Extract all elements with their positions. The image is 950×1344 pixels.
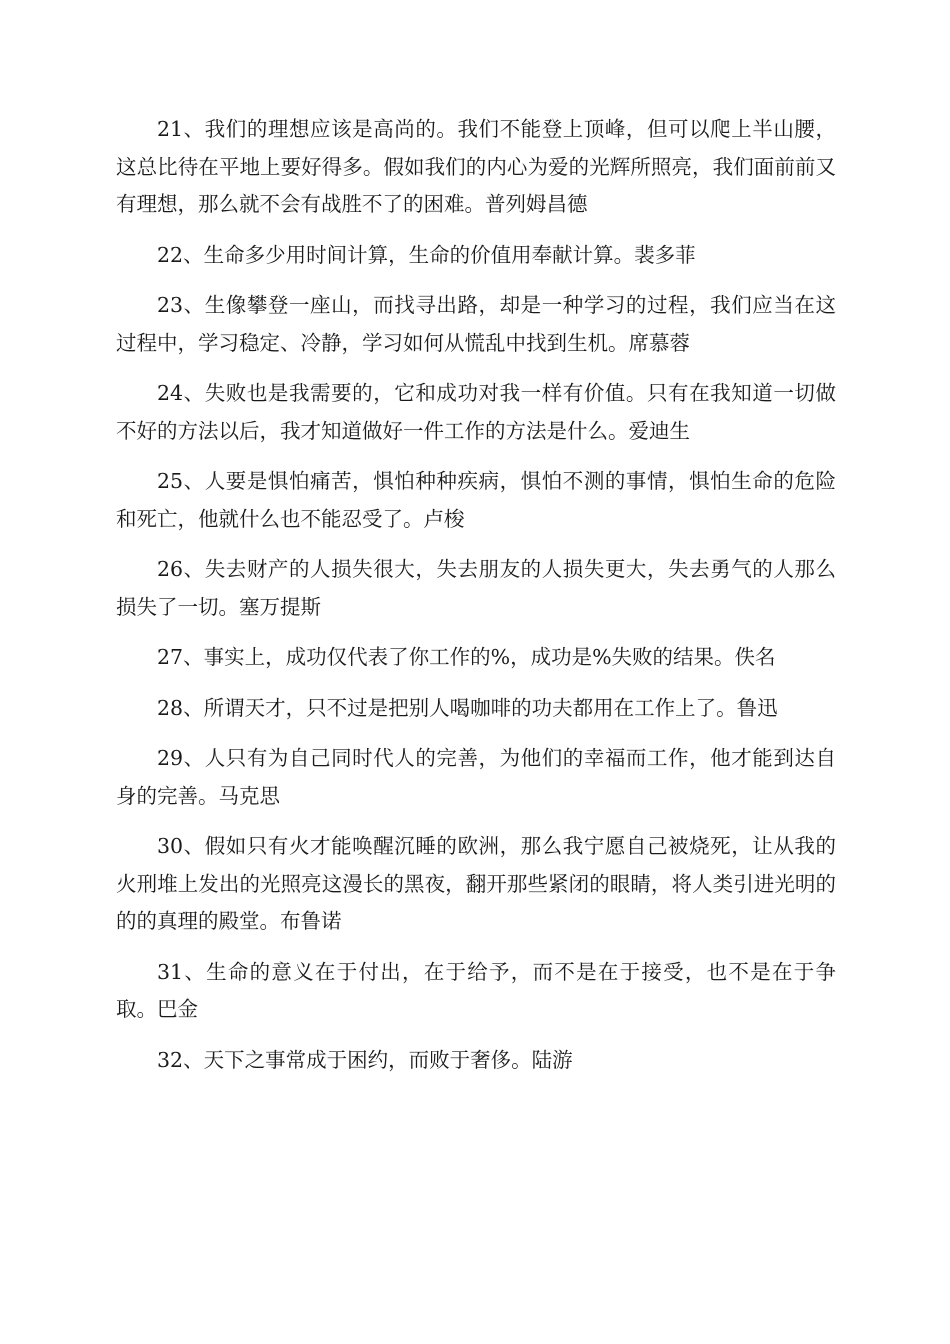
quote-24: 24、失败也是我需要的，它和成功对我一样有价值。只有在我知道一切做不好的方法以后，我才知道做好一件工作的方法是什么。爱迪生 <box>116 381 836 443</box>
quote-31: 31、生命的意义在于付出，在于给予，而不是在于接受，也不是在于争取。巴金 <box>116 959 836 1021</box>
quote-29: 29、人只有为自己同时代人的完善，为他们的幸福而工作，他才能到达自身的完善。马克思 <box>116 746 836 808</box>
quote-30: 30、假如只有火才能唤醒沉睡的欧洲，那么我宁愿自己被烧死，让从我的火刑堆上发出的光照亮这漫长的黑夜，翻开那些紧闭的眼睛，将人类引进光明的的的真理的殿堂。布鲁诺 <box>116 834 836 933</box>
quote-21: 21、我们的理想应该是高尚的。我们不能登上顶峰，但可以爬上半山腰，这总比待在平地上要好得多。假如我们的内心为爱的光辉所照亮，我们面前前又有理想，那么就不会有战胜不了的困难。普列姆昌德 <box>116 117 836 216</box>
quote-23: 23、生像攀登一座山，而找寻出路，却是一种学习的过程，我们应当在这过程中，学习稳定、冷静，学习如何从慌乱中找到生机。席慕蓉 <box>116 293 836 355</box>
quote-22: 22、生命多少用时间计算，生命的价值用奉献计算。裴多菲 <box>157 242 696 267</box>
quote-25: 25、人要是惧怕痛苦，惧怕种种疾病，惧怕不测的事情，惧怕生命的危险和死亡，他就什么也不能忍受了。卢梭 <box>116 469 836 531</box>
quote-32: 32、天下之事常成于困约，而败于奢侈。陆游 <box>157 1047 573 1072</box>
quote-28: 28、所谓天才，只不过是把别人喝咖啡的功夫都用在工作上了。鲁迅 <box>157 695 778 720</box>
quote-list <box>116 111 836 1092</box>
quote-27: 27、事实上，成功仅代表了你工作的%，成功是%失败的结果。佚名 <box>157 645 776 669</box>
quote-26: 26、失去财产的人损失很大，失去朋友的人损失更大，失去勇气的人那么损失了一切。塞万提斯 <box>116 557 836 619</box>
